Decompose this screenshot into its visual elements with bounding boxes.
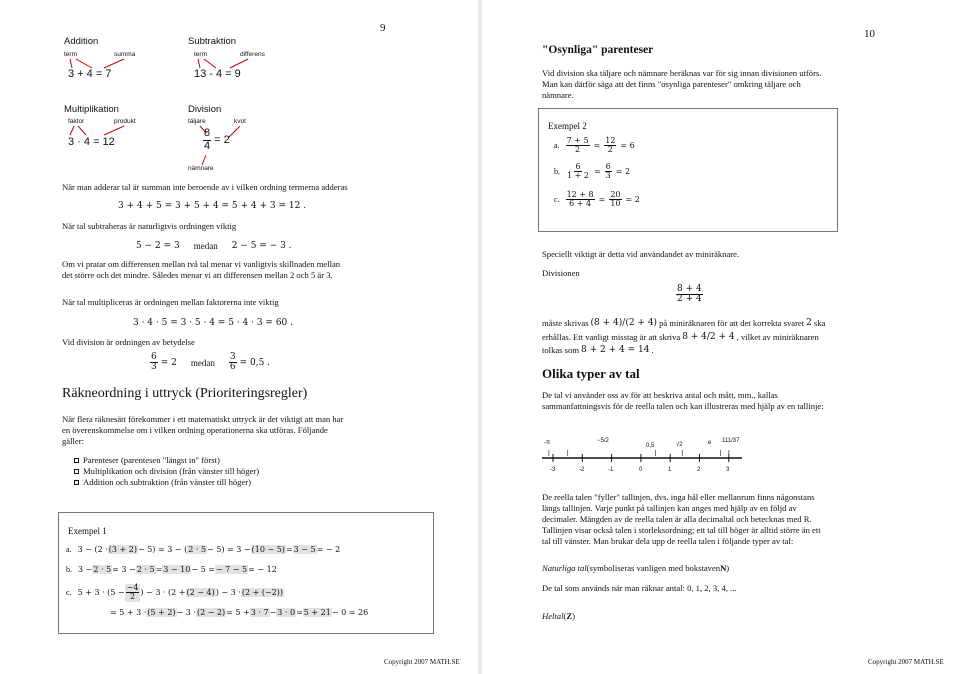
fraction-numerator: 12 + 8: [566, 190, 594, 199]
text-part: på miniräknaren för att det korrekta svaret: [659, 318, 805, 328]
example-2-b: [554, 163, 630, 181]
example-2-a: [554, 137, 635, 155]
equals-sign: =: [598, 195, 606, 205]
fraction-denominator: 2: [607, 145, 613, 155]
fraction-result: = 2: [615, 167, 631, 177]
subtraction-differens-label: differens: [240, 51, 265, 58]
example-1-a: [66, 545, 340, 554]
fraction-numerator: 6: [151, 352, 157, 362]
example-item-label: c.: [554, 195, 560, 205]
priority-text-line2: en överenskommelse om i vilken ordning operationerna ska utföras. Följande: [62, 425, 328, 435]
difference-text-line2: det större och det mindre. Således menar vi att differensen mellan 2 och 5 är 3.: [62, 270, 333, 280]
subtraction-order-text: När tal subtraheras är naturligtvis ordningen viktig: [62, 221, 237, 231]
fraction-result: = 2: [625, 195, 640, 205]
multiplication-commutative-equation: 3 · 4 · 5 = 3 · 5 · 4 = 5 · 4 · 3 = 60 .: [133, 318, 293, 328]
inline-math: (8 + 4)/(2 + 4): [590, 318, 658, 328]
expr-part: − 5 =: [191, 565, 215, 574]
division-namnare-label: nämnare: [188, 165, 214, 172]
expr-part: ) − 3 ·: [215, 588, 241, 598]
expr-highlight: 3 · 7: [250, 608, 269, 617]
natural-numbers-symbol: N: [720, 563, 727, 573]
number-line-tick-label: 3: [726, 467, 730, 473]
natural-numbers-desc-line: De tal som används när man räknar antal: 0, 1, 2, 3, 4, ...: [542, 583, 737, 593]
addition-term-label: term: [64, 51, 77, 58]
fraction-numerator: 12: [605, 136, 616, 145]
subtraction-title: Subtraktion: [188, 36, 237, 47]
division-denominator: 4: [204, 139, 211, 152]
addition-summa-label: summa: [114, 51, 136, 58]
difference-text-line1: Om vi pratar om differensen mellan två tal menar vi vanligtvis skillnaden mellan: [62, 259, 341, 269]
example-item-label: a.: [554, 141, 560, 151]
expr-part: = 5 +: [226, 608, 250, 617]
multiplication-faktor-label: faktor: [68, 118, 85, 125]
footer-copyright: Copyright 2007 MATH.SE: [868, 658, 944, 666]
number-line-tick-label: -2: [579, 467, 585, 473]
expr-highlight: 3 − 5: [293, 545, 316, 554]
invisible-parentheses-text-line2: Man kan därför säga att det finns "osynliga parenteser" omkring täljare och: [542, 79, 801, 89]
left-page: [0, 0, 478, 674]
expr-highlight: (2 − 2): [196, 608, 226, 617]
expr-highlight: (3 + 2): [108, 545, 137, 554]
expr-part: − 0 = 26: [331, 608, 369, 617]
expr-part: ) − 3 · (2 +: [140, 588, 186, 598]
expr-highlight: 3 − 10: [163, 565, 191, 574]
multiplication-title: Multiplikation: [64, 104, 119, 115]
page-number: 10: [864, 28, 875, 40]
natural-numbers-heading: [542, 563, 729, 574]
subtraction-equation-medan: medan: [193, 241, 218, 251]
addition-title: Addition: [64, 36, 99, 47]
fraction-numerator: 3: [229, 352, 236, 362]
integers-close: ): [572, 611, 575, 621]
calculator-text-line3: [542, 345, 654, 356]
number-line-label-111-37: 111/37: [722, 438, 740, 444]
invisible-parentheses-text-line1: Vid division ska täljare och nämnare beräknas var för sig innan divisionen utförs.: [542, 68, 822, 78]
expr-part: =: [285, 545, 293, 554]
example-item-label: b.: [554, 167, 560, 177]
right-page: [482, 0, 960, 674]
expr-part: − 5) = 3 − (: [137, 545, 188, 554]
invisible-parentheses-title: "Osynliga" parenteser: [542, 44, 654, 56]
fraction-numerator: 20: [610, 190, 621, 199]
natural-numbers-desc: (symboliseras vanligen med bokstaven: [586, 563, 721, 573]
number-line-points: [549, 450, 729, 456]
fraction-denominator: 6 + 4: [569, 199, 592, 209]
number-line-label-neg-five-halves: −5/2: [597, 438, 609, 444]
subtraction-expression: 13 - 4 = 9: [194, 68, 241, 80]
calculator-text-line2: [542, 332, 819, 343]
real-numbers-text-line2: längs tallinjen. Varje punkt på tallinjen kan anges med hjälp av en följd av: [542, 503, 797, 513]
text-part: , vilket av miniräknaren: [736, 332, 819, 342]
fraction-result: = 2: [160, 357, 177, 368]
number-types-text-line2: sammanfattningsvis för de reella talen och kan illustreras med hjälp av en tallinje:: [542, 401, 824, 411]
priority-rule-2: Multiplikation och division (från vänster till höger): [83, 466, 260, 476]
bullet-icon: [74, 469, 79, 474]
expr-part: = − 12: [248, 565, 277, 574]
fraction-numerator: 6: [605, 162, 611, 171]
expr-highlight: (2 − 4): [186, 588, 215, 598]
text-part: erhållas. Ett vanligt misstag är att skriva: [542, 332, 681, 342]
real-numbers-text-line4: Tallinjen visar också talen i storleksordning; ett tal till höger är alltid större än ett: [542, 525, 821, 535]
example-2-c: [554, 191, 640, 209]
fraction-result: = 0,5 .: [239, 357, 271, 368]
integers-name: Heltal: [542, 611, 564, 621]
inline-math: 8 + 4/2 + 4: [682, 332, 735, 342]
example-1-title: Exempel 1: [68, 526, 107, 536]
calculator-note: Speciellt viktigt är detta vid användandet av miniräknare.: [542, 249, 740, 259]
division-expression: [203, 128, 230, 152]
division-taljare-label: täljare: [188, 118, 206, 125]
text-part: .: [651, 345, 654, 355]
integers-symbol: Z: [566, 611, 573, 621]
example-1-c: [66, 584, 284, 602]
expr-highlight: 2 · 5: [136, 565, 155, 574]
text-part: ska: [813, 318, 826, 328]
priority-rule-1: Parenteser (parentesen "längst in" först): [83, 455, 220, 465]
number-line-label-half: 0,5: [646, 443, 655, 449]
expr-highlight: (10 − 5): [251, 545, 285, 554]
fraction-denominator: 2: [575, 145, 581, 155]
expr-highlight: 3 · 0: [277, 608, 296, 617]
example-1-b: [66, 565, 277, 574]
fraction-denominator: 6: [229, 362, 236, 373]
fraction-denominator: 2: [129, 592, 136, 602]
expr-highlight: (2 + (−2)): [241, 588, 283, 598]
division-result: = 2: [214, 134, 230, 147]
division-order-text: Vid division är ordningen av betydelse: [62, 337, 195, 347]
inline-math: 8 + 2 + 4 = 14: [581, 345, 650, 355]
division-display-fraction: [676, 285, 703, 305]
number-line-label-sqrt2: √2: [676, 442, 683, 448]
fraction-numerator: 6: [575, 162, 581, 171]
page-number: 9: [380, 22, 386, 34]
integers-open: (: [563, 611, 567, 621]
natural-numbers-close: ): [726, 563, 730, 573]
section-title-number-types: Olika typer av tal: [542, 366, 640, 381]
integers-heading: [542, 611, 575, 622]
inline-math: 2: [806, 318, 812, 328]
number-line-label-neg-pi: -π: [544, 440, 551, 446]
equals-sign: =: [593, 167, 601, 177]
fraction-denominator: 3: [151, 362, 157, 373]
invisible-parentheses-text-line3: nämnare.: [542, 90, 574, 100]
natural-numbers-name: Naturliga tal: [542, 563, 587, 573]
number-line-tick-label: -3: [550, 467, 556, 473]
footer-copyright: Copyright 2007 MATH.SE: [384, 658, 460, 666]
text-part: måste skrivas: [542, 318, 589, 328]
expr-part: −: [269, 608, 277, 617]
division-order-equation: [150, 353, 270, 373]
fraction-denominator: 2 + 4: [677, 294, 702, 305]
fraction-numerator: 7 + 5: [566, 136, 589, 145]
fraction-numerator: −4: [126, 583, 139, 592]
expr-highlight: − 7 − 5: [215, 565, 248, 574]
subtraction-equation: [136, 241, 292, 251]
addition-expression: 3 + 4 = 7: [68, 68, 112, 80]
division-label: Divisionen: [542, 268, 580, 278]
expr-part: − 5) = 3 −: [207, 545, 251, 554]
expr-part: = 5 + 3 ·: [110, 608, 147, 617]
fraction-denominator: 1 + 2: [567, 171, 589, 181]
division-kvot-label: kvot: [234, 118, 246, 125]
number-line-tick-label: 0: [639, 467, 643, 473]
multiplication-produkt-label: produkt: [114, 118, 136, 125]
number-types-text-line1: De tal vi använder oss av för att beskriva antal och mått, mm., kallas: [542, 390, 778, 400]
multiplication-expression: 3 · 4 = 12: [68, 136, 115, 148]
real-numbers-text-line5: tal till vänster. Man brukar dela upp de reella talen i följande typer av tal:: [542, 536, 794, 546]
priority-rule-3: Addition och subtraktion (från vänster till höger): [83, 477, 252, 487]
equals-sign: =: [593, 141, 601, 151]
example-item-label: c.: [66, 588, 72, 598]
number-line-tick-label: 1: [668, 467, 672, 473]
number-line-label-e: e: [708, 440, 712, 446]
fraction-numerator: 8 + 4: [677, 284, 702, 294]
fraction-denominator: 10: [610, 199, 621, 209]
expr-part: 3 − (2 ·: [77, 545, 108, 554]
division-numerator: 8: [204, 127, 211, 139]
bullet-icon: [74, 480, 79, 485]
expr-part: = − 2: [316, 545, 341, 554]
subtraction-equation-b: 2 − 5 = − 3 .: [231, 241, 292, 251]
number-line-tick-label: 2: [697, 467, 701, 473]
example-1-c-line2: [110, 608, 368, 617]
subtraction-term-label: term: [194, 51, 207, 58]
addition-commutative-equation: 3 + 4 + 5 = 3 + 5 + 4 = 5 + 4 + 3 = 12 .: [118, 201, 307, 211]
number-line-tick-label: -1: [608, 467, 614, 473]
priority-text-line1: När flera räknesätt förekommer i ett matematiskt uttryck är det viktigt att man har: [62, 414, 344, 424]
addition-order-text: När man adderar tal är summan inte beroende av i vilken ordning termerna adderas: [62, 182, 348, 192]
text-part: tolkas som: [542, 345, 580, 355]
example-2-title: Exempel 2: [548, 121, 587, 131]
expr-highlight: 5 + 21: [303, 608, 331, 617]
calculator-text-line1: [542, 318, 825, 329]
expr-highlight: 2 · 5: [93, 565, 112, 574]
fraction-result: = 6: [620, 141, 635, 151]
subtraction-equation-a: 5 − 2 = 3: [136, 241, 180, 251]
real-numbers-text-line3: decimaler. Mängden av de reella talen är alla decimaltal och betecknas med R.: [542, 514, 812, 524]
priority-text-line3: gäller:: [62, 436, 84, 446]
division-equation-medan: medan: [190, 357, 215, 368]
expr-part: =: [155, 565, 163, 574]
multiplication-order-text: När tal multipliceras är ordningen mellan faktorerna inte viktig: [62, 297, 279, 307]
expr-part: 5 + 3 · (5 −: [77, 588, 125, 598]
section-title-priority-rules: Räkneordning i uttryck (Prioriteringsregler): [62, 386, 308, 401]
real-numbers-text-line1: De reella talen "fyller" tallinjen, dvs. inga hål eller mellanrum finns någonstans: [542, 492, 815, 502]
number-line: [538, 432, 748, 480]
bullet-icon: [74, 458, 79, 463]
expr-part: = 3 −: [112, 565, 136, 574]
expr-part: =: [296, 608, 303, 617]
division-title: Division: [188, 104, 222, 115]
expr-highlight: 2 · 5: [188, 545, 207, 554]
example-item-label: b.: [66, 565, 72, 574]
fraction-denominator: 3: [605, 171, 611, 181]
example-item-label: a.: [66, 545, 72, 554]
expr-highlight: (5 + 2): [147, 608, 176, 617]
expr-part: 3 −: [78, 565, 93, 574]
expr-part: − 3 ·: [176, 608, 196, 617]
